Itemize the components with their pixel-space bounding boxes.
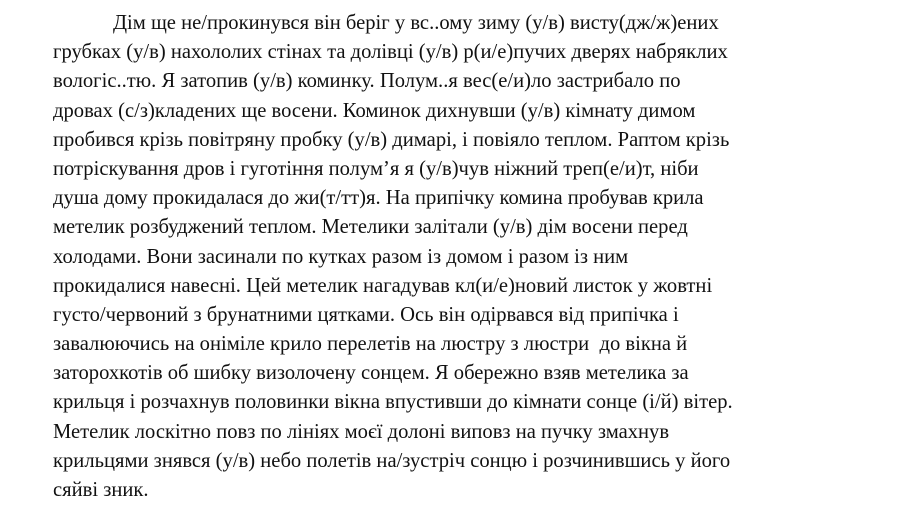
text-line: густо/червоний з брунатними цятками. Ось він одірвався від припічка і [53, 303, 679, 326]
text-line: душа дому прокидалася до жи(т/тт)я. На припічку комина пробував крила [53, 187, 704, 210]
text-line: потріскування дров і гуготіння полум’я я (у/в)чув ніжний треп(е/и)т, ніби [53, 157, 699, 180]
text-line: метелик розбуджений теплом. Метелики залітали (у/в) дім восени перед [53, 216, 688, 239]
text-line: прокидалися навесні. Цей метелик нагадував кл(и/е)новий листок у жовтні [53, 274, 713, 297]
text-line: сяйві зник. [53, 479, 149, 501]
text-line: вологіс..тю. Я затопив (у/в) коминку. Полум..я вес(е/и)ло застрибало по [53, 70, 681, 93]
text-line: заторохкотів об шибку визолочену сонцем. Я обережно взяв метелика за [53, 362, 689, 385]
text-line: Метелик лоскітно повз по лініях моєї долоні виповз на пучку змахнув [53, 420, 670, 443]
text-line: крильця і розчахнув половинки вікна впустивши до кімнати сонце (і/й) вітер. [53, 391, 733, 414]
exercise-paragraph [53, 9, 893, 505]
text-line: Дім ще не/прокинувся він беріг у вс..ому зиму (у/в) висту(дж/ж)ених [113, 12, 719, 34]
text-line: дровах (с/з)кладених ще восени. Коминок дихнувши (у/в) кімнату димом [53, 99, 696, 122]
text-line: крильцями знявся (у/в) небо полетів на/зустріч сонцю і розчинившись у його [53, 449, 731, 472]
text-line: холодами. Вони засинали по кутках разом із домом і разом із ним [53, 245, 629, 268]
text-line: грубках (у/в) нахололих стінах та долівці (у/в) р(и/е)пучих дверях набряклих [53, 41, 728, 64]
text-line: завалюючись на оніміле крило перелетів на люстру з люстри до вікна й [53, 333, 688, 356]
text-line: пробився крізь повітряну пробку (у/в) димарі, і повіяло теплом. Раптом крізь [53, 128, 730, 151]
